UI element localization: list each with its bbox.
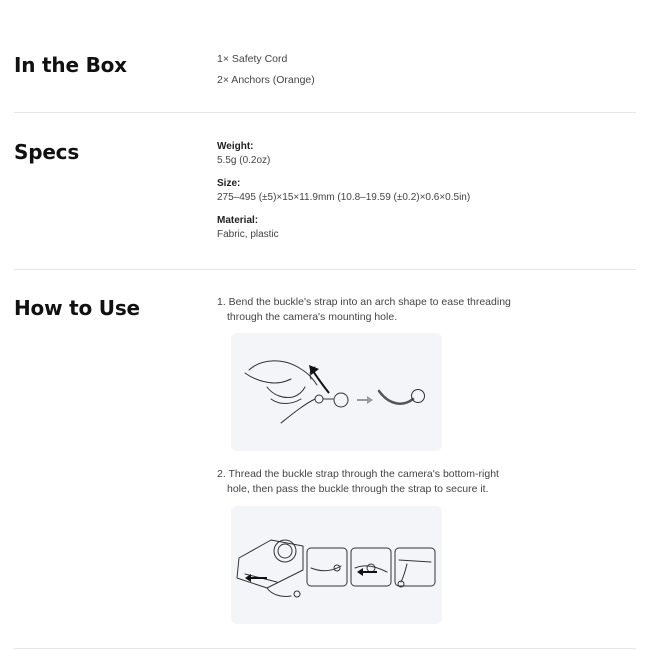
box-item-anchors: 2× Anchors (Orange) (217, 74, 315, 86)
weight-value: 5.5g (0.2oz) (217, 155, 271, 166)
step-1-illustration (231, 333, 442, 451)
how-to-use-title: How to Use (14, 296, 140, 320)
divider (14, 112, 636, 113)
step-1 (217, 295, 617, 325)
step-2-text (217, 467, 617, 497)
step-2-illustration (231, 506, 442, 624)
material-value: Fabric, plastic (217, 229, 279, 240)
size-value: 275–495 (±5)×15×11.9mm (10.8–19.59 (±0.2)×0.6×0.5in) (217, 192, 471, 203)
specs-list (217, 133, 617, 240)
bend-strap-illustration (231, 333, 442, 451)
step-2-line-2: hole, then pass the buckle through the strap to secure it. (227, 483, 489, 495)
weight-label: Weight: (217, 141, 254, 152)
step-2-line-1: 2. Thread the buckle strap through the camera's bottom-right (217, 468, 499, 480)
in-the-box-title: In the Box (14, 53, 127, 77)
specs-title: Specs (14, 140, 80, 164)
box-item-safety-cord: 1× Safety Cord (217, 53, 288, 65)
step-1-line-1: 1. Bend the buckle's strap into an arch shape to ease threading (217, 296, 511, 308)
step-2 (217, 467, 617, 497)
material-label: Material: (217, 215, 259, 226)
step-1-text (217, 295, 617, 325)
divider (14, 269, 636, 270)
size-label: Size: (217, 178, 241, 189)
in-the-box-list (217, 49, 617, 91)
thread-strap-illustration (231, 506, 442, 624)
step-1-line-2: through the camera's mounting hole. (227, 311, 398, 323)
divider (14, 648, 636, 649)
